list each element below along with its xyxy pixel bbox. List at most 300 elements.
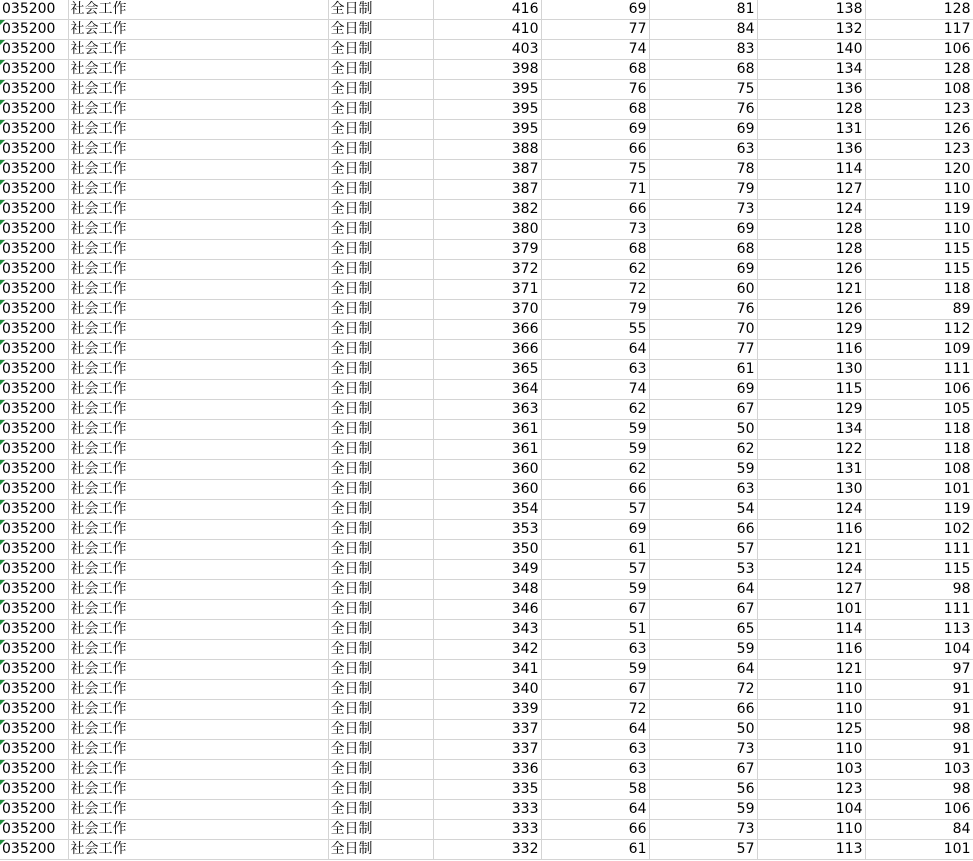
study-mode-cell[interactable]: 全日制 — [328, 660, 433, 680]
subject-1-score-cell[interactable]: 110 — [757, 820, 865, 840]
subject-1-score-cell[interactable]: 128 — [757, 240, 865, 260]
major-name-cell[interactable]: 社会工作 — [68, 280, 328, 300]
total-score-cell[interactable]: 360 — [433, 480, 541, 500]
total-score-cell[interactable]: 395 — [433, 80, 541, 100]
politics-score-cell[interactable]: 51 — [541, 620, 649, 640]
politics-score-cell[interactable]: 66 — [541, 480, 649, 500]
subject-1-score-cell[interactable]: 110 — [757, 700, 865, 720]
major-name-cell[interactable]: 社会工作 — [68, 540, 328, 560]
total-score-cell[interactable]: 403 — [433, 40, 541, 60]
subject-2-score-cell[interactable]: 128 — [865, 60, 973, 80]
subject-1-score-cell[interactable]: 116 — [757, 340, 865, 360]
major-name-cell[interactable]: 社会工作 — [68, 80, 328, 100]
politics-score-cell[interactable]: 69 — [541, 0, 649, 20]
english-score-cell[interactable]: 64 — [649, 580, 757, 600]
english-score-cell[interactable]: 63 — [649, 140, 757, 160]
politics-score-cell[interactable]: 55 — [541, 320, 649, 340]
english-score-cell[interactable]: 66 — [649, 700, 757, 720]
politics-score-cell[interactable]: 58 — [541, 780, 649, 800]
total-score-cell[interactable]: 336 — [433, 760, 541, 780]
politics-score-cell[interactable]: 68 — [541, 60, 649, 80]
english-score-cell[interactable]: 59 — [649, 640, 757, 660]
major-code-cell[interactable] — [0, 240, 68, 260]
english-score-cell[interactable]: 73 — [649, 820, 757, 840]
english-score-cell[interactable]: 62 — [649, 440, 757, 460]
total-score-cell[interactable]: 395 — [433, 100, 541, 120]
major-code-cell[interactable] — [0, 480, 68, 500]
total-score-cell[interactable]: 346 — [433, 600, 541, 620]
subject-1-score-cell[interactable]: 121 — [757, 660, 865, 680]
major-code-cell[interactable] — [0, 60, 68, 80]
major-name-cell[interactable]: 社会工作 — [68, 100, 328, 120]
study-mode-cell[interactable]: 全日制 — [328, 680, 433, 700]
study-mode-cell[interactable]: 全日制 — [328, 780, 433, 800]
english-score-cell[interactable]: 83 — [649, 40, 757, 60]
english-score-cell[interactable]: 61 — [649, 360, 757, 380]
politics-score-cell[interactable]: 63 — [541, 740, 649, 760]
total-score-cell[interactable]: 354 — [433, 500, 541, 520]
total-score-cell[interactable]: 348 — [433, 580, 541, 600]
english-score-cell[interactable]: 77 — [649, 340, 757, 360]
major-name-cell[interactable]: 社会工作 — [68, 60, 328, 80]
total-score-cell[interactable]: 361 — [433, 440, 541, 460]
total-score-cell[interactable]: 410 — [433, 20, 541, 40]
subject-2-score-cell[interactable]: 84 — [865, 820, 973, 840]
subject-2-score-cell[interactable]: 104 — [865, 640, 973, 660]
major-name-cell[interactable]: 社会工作 — [68, 240, 328, 260]
major-code-cell[interactable] — [0, 760, 68, 780]
politics-score-cell[interactable]: 67 — [541, 680, 649, 700]
major-name-cell[interactable]: 社会工作 — [68, 680, 328, 700]
english-score-cell[interactable]: 76 — [649, 100, 757, 120]
subject-2-score-cell[interactable]: 98 — [865, 580, 973, 600]
politics-score-cell[interactable]: 72 — [541, 700, 649, 720]
major-code-cell[interactable] — [0, 780, 68, 800]
major-code-cell[interactable] — [0, 180, 68, 200]
politics-score-cell[interactable]: 62 — [541, 460, 649, 480]
study-mode-cell[interactable]: 全日制 — [328, 540, 433, 560]
major-code-cell[interactable] — [0, 820, 68, 840]
english-score-cell[interactable]: 69 — [649, 220, 757, 240]
major-code-cell[interactable] — [0, 500, 68, 520]
major-code-cell[interactable] — [0, 300, 68, 320]
total-score-cell[interactable]: 387 — [433, 180, 541, 200]
total-score-cell[interactable]: 342 — [433, 640, 541, 660]
english-score-cell[interactable]: 50 — [649, 720, 757, 740]
subject-2-score-cell[interactable]: 118 — [865, 420, 973, 440]
politics-score-cell[interactable]: 63 — [541, 640, 649, 660]
study-mode-cell[interactable]: 全日制 — [328, 360, 433, 380]
total-score-cell[interactable]: 379 — [433, 240, 541, 260]
major-name-cell[interactable]: 社会工作 — [68, 520, 328, 540]
politics-score-cell[interactable]: 69 — [541, 520, 649, 540]
politics-score-cell[interactable]: 68 — [541, 240, 649, 260]
major-name-cell[interactable]: 社会工作 — [68, 20, 328, 40]
subject-2-score-cell[interactable]: 103 — [865, 760, 973, 780]
english-score-cell[interactable]: 75 — [649, 80, 757, 100]
politics-score-cell[interactable]: 75 — [541, 160, 649, 180]
major-name-cell[interactable]: 社会工作 — [68, 820, 328, 840]
subject-1-score-cell[interactable]: 128 — [757, 220, 865, 240]
major-code-cell[interactable] — [0, 380, 68, 400]
subject-2-score-cell[interactable]: 108 — [865, 80, 973, 100]
subject-1-score-cell[interactable]: 122 — [757, 440, 865, 460]
politics-score-cell[interactable]: 59 — [541, 420, 649, 440]
major-name-cell[interactable]: 社会工作 — [68, 480, 328, 500]
english-score-cell[interactable]: 68 — [649, 240, 757, 260]
subject-2-score-cell[interactable]: 119 — [865, 200, 973, 220]
subject-1-score-cell[interactable]: 130 — [757, 360, 865, 380]
politics-score-cell[interactable]: 57 — [541, 500, 649, 520]
total-score-cell[interactable]: 370 — [433, 300, 541, 320]
study-mode-cell[interactable]: 全日制 — [328, 600, 433, 620]
subject-2-score-cell[interactable]: 120 — [865, 160, 973, 180]
major-name-cell[interactable]: 社会工作 — [68, 840, 328, 860]
study-mode-cell[interactable]: 全日制 — [328, 300, 433, 320]
major-code-cell[interactable] — [0, 360, 68, 380]
subject-2-score-cell[interactable]: 118 — [865, 280, 973, 300]
subject-2-score-cell[interactable]: 113 — [865, 620, 973, 640]
total-score-cell[interactable]: 337 — [433, 740, 541, 760]
study-mode-cell[interactable]: 全日制 — [328, 160, 433, 180]
subject-1-score-cell[interactable]: 103 — [757, 760, 865, 780]
politics-score-cell[interactable]: 76 — [541, 80, 649, 100]
subject-1-score-cell[interactable]: 116 — [757, 520, 865, 540]
total-score-cell[interactable]: 333 — [433, 800, 541, 820]
study-mode-cell[interactable]: 全日制 — [328, 100, 433, 120]
major-name-cell[interactable]: 社会工作 — [68, 380, 328, 400]
politics-score-cell[interactable]: 79 — [541, 300, 649, 320]
study-mode-cell[interactable]: 全日制 — [328, 820, 433, 840]
major-name-cell[interactable]: 社会工作 — [68, 460, 328, 480]
study-mode-cell[interactable]: 全日制 — [328, 460, 433, 480]
major-name-cell[interactable]: 社会工作 — [68, 780, 328, 800]
subject-2-score-cell[interactable]: 101 — [865, 840, 973, 860]
subject-1-score-cell[interactable]: 124 — [757, 200, 865, 220]
subject-2-score-cell[interactable]: 106 — [865, 40, 973, 60]
subject-2-score-cell[interactable]: 98 — [865, 780, 973, 800]
politics-score-cell[interactable]: 67 — [541, 600, 649, 620]
subject-1-score-cell[interactable]: 140 — [757, 40, 865, 60]
subject-1-score-cell[interactable]: 123 — [757, 780, 865, 800]
english-score-cell[interactable]: 57 — [649, 540, 757, 560]
english-score-cell[interactable]: 63 — [649, 480, 757, 500]
subject-1-score-cell[interactable]: 121 — [757, 280, 865, 300]
major-name-cell[interactable]: 社会工作 — [68, 320, 328, 340]
major-code-cell[interactable] — [0, 540, 68, 560]
politics-score-cell[interactable]: 73 — [541, 220, 649, 240]
politics-score-cell[interactable]: 63 — [541, 360, 649, 380]
subject-1-score-cell[interactable]: 128 — [757, 100, 865, 120]
politics-score-cell[interactable]: 59 — [541, 580, 649, 600]
study-mode-cell[interactable]: 全日制 — [328, 740, 433, 760]
politics-score-cell[interactable]: 66 — [541, 200, 649, 220]
politics-score-cell[interactable]: 62 — [541, 400, 649, 420]
major-name-cell[interactable]: 社会工作 — [68, 260, 328, 280]
major-name-cell[interactable]: 社会工作 — [68, 440, 328, 460]
major-code-cell[interactable] — [0, 280, 68, 300]
total-score-cell[interactable]: 366 — [433, 340, 541, 360]
major-name-cell[interactable]: 社会工作 — [68, 220, 328, 240]
subject-2-score-cell[interactable]: 117 — [865, 20, 973, 40]
major-code-cell[interactable] — [0, 200, 68, 220]
subject-1-score-cell[interactable]: 125 — [757, 720, 865, 740]
subject-1-score-cell[interactable]: 127 — [757, 580, 865, 600]
subject-1-score-cell[interactable]: 127 — [757, 180, 865, 200]
major-code-cell[interactable] — [0, 620, 68, 640]
english-score-cell[interactable]: 67 — [649, 400, 757, 420]
subject-2-score-cell[interactable]: 109 — [865, 340, 973, 360]
subject-2-score-cell[interactable]: 123 — [865, 140, 973, 160]
study-mode-cell[interactable]: 全日制 — [328, 500, 433, 520]
english-score-cell[interactable]: 70 — [649, 320, 757, 340]
subject-1-score-cell[interactable]: 129 — [757, 400, 865, 420]
politics-score-cell[interactable]: 62 — [541, 260, 649, 280]
total-score-cell[interactable]: 335 — [433, 780, 541, 800]
study-mode-cell[interactable]: 全日制 — [328, 320, 433, 340]
total-score-cell[interactable]: 416 — [433, 0, 541, 20]
politics-score-cell[interactable]: 59 — [541, 660, 649, 680]
subject-2-score-cell[interactable]: 101 — [865, 480, 973, 500]
english-score-cell[interactable]: 54 — [649, 500, 757, 520]
study-mode-cell[interactable]: 全日制 — [328, 340, 433, 360]
study-mode-cell[interactable]: 全日制 — [328, 20, 433, 40]
major-name-cell[interactable]: 社会工作 — [68, 360, 328, 380]
subject-1-score-cell[interactable]: 131 — [757, 460, 865, 480]
subject-1-score-cell[interactable]: 138 — [757, 0, 865, 20]
major-code-cell[interactable] — [0, 80, 68, 100]
study-mode-cell[interactable]: 全日制 — [328, 80, 433, 100]
study-mode-cell[interactable]: 全日制 — [328, 700, 433, 720]
english-score-cell[interactable]: 57 — [649, 840, 757, 860]
study-mode-cell[interactable]: 全日制 — [328, 400, 433, 420]
english-score-cell[interactable]: 69 — [649, 120, 757, 140]
subject-1-score-cell[interactable]: 110 — [757, 740, 865, 760]
major-code-cell[interactable] — [0, 580, 68, 600]
english-score-cell[interactable]: 69 — [649, 260, 757, 280]
study-mode-cell[interactable]: 全日制 — [328, 440, 433, 460]
english-score-cell[interactable]: 60 — [649, 280, 757, 300]
total-score-cell[interactable]: 361 — [433, 420, 541, 440]
total-score-cell[interactable]: 360 — [433, 460, 541, 480]
english-score-cell[interactable]: 59 — [649, 800, 757, 820]
study-mode-cell[interactable]: 全日制 — [328, 260, 433, 280]
study-mode-cell[interactable]: 全日制 — [328, 380, 433, 400]
subject-2-score-cell[interactable]: 111 — [865, 600, 973, 620]
subject-2-score-cell[interactable]: 115 — [865, 260, 973, 280]
english-score-cell[interactable]: 69 — [649, 380, 757, 400]
total-score-cell[interactable]: 382 — [433, 200, 541, 220]
major-code-cell[interactable] — [0, 720, 68, 740]
major-name-cell[interactable]: 社会工作 — [68, 120, 328, 140]
subject-2-score-cell[interactable]: 108 — [865, 460, 973, 480]
english-score-cell[interactable]: 64 — [649, 660, 757, 680]
study-mode-cell[interactable]: 全日制 — [328, 220, 433, 240]
total-score-cell[interactable]: 350 — [433, 540, 541, 560]
subject-2-score-cell[interactable]: 112 — [865, 320, 973, 340]
study-mode-cell[interactable]: 全日制 — [328, 200, 433, 220]
english-score-cell[interactable]: 66 — [649, 520, 757, 540]
major-code-cell[interactable] — [0, 420, 68, 440]
study-mode-cell[interactable]: 全日制 — [328, 840, 433, 860]
subject-1-score-cell[interactable]: 115 — [757, 380, 865, 400]
subject-2-score-cell[interactable]: 123 — [865, 100, 973, 120]
major-code-cell[interactable] — [0, 100, 68, 120]
english-score-cell[interactable]: 65 — [649, 620, 757, 640]
subject-1-score-cell[interactable]: 110 — [757, 680, 865, 700]
total-score-cell[interactable]: 340 — [433, 680, 541, 700]
study-mode-cell[interactable]: 全日制 — [328, 720, 433, 740]
study-mode-cell[interactable]: 全日制 — [328, 40, 433, 60]
study-mode-cell[interactable]: 全日制 — [328, 800, 433, 820]
politics-score-cell[interactable]: 61 — [541, 540, 649, 560]
subject-2-score-cell[interactable]: 115 — [865, 560, 973, 580]
total-score-cell[interactable]: 332 — [433, 840, 541, 860]
subject-1-score-cell[interactable]: 134 — [757, 420, 865, 440]
subject-2-score-cell[interactable]: 91 — [865, 680, 973, 700]
subject-1-score-cell[interactable]: 130 — [757, 480, 865, 500]
subject-2-score-cell[interactable]: 111 — [865, 360, 973, 380]
english-score-cell[interactable]: 53 — [649, 560, 757, 580]
english-score-cell[interactable]: 73 — [649, 200, 757, 220]
major-code-cell[interactable] — [0, 260, 68, 280]
politics-score-cell[interactable]: 66 — [541, 820, 649, 840]
total-score-cell[interactable]: 341 — [433, 660, 541, 680]
major-code-cell[interactable] — [0, 560, 68, 580]
subject-1-score-cell[interactable]: 129 — [757, 320, 865, 340]
politics-score-cell[interactable]: 77 — [541, 20, 649, 40]
major-code-cell[interactable] — [0, 340, 68, 360]
major-name-cell[interactable]: 社会工作 — [68, 300, 328, 320]
subject-2-score-cell[interactable]: 91 — [865, 740, 973, 760]
politics-score-cell[interactable]: 64 — [541, 340, 649, 360]
politics-score-cell[interactable]: 69 — [541, 120, 649, 140]
total-score-cell[interactable]: 339 — [433, 700, 541, 720]
total-score-cell[interactable]: 388 — [433, 140, 541, 160]
total-score-cell[interactable]: 395 — [433, 120, 541, 140]
major-name-cell[interactable]: 社会工作 — [68, 500, 328, 520]
subject-2-score-cell[interactable]: 97 — [865, 660, 973, 680]
major-name-cell[interactable]: 社会工作 — [68, 340, 328, 360]
subject-2-score-cell[interactable]: 102 — [865, 520, 973, 540]
major-name-cell[interactable]: 社会工作 — [68, 720, 328, 740]
english-score-cell[interactable]: 72 — [649, 680, 757, 700]
subject-1-score-cell[interactable]: 136 — [757, 80, 865, 100]
subject-1-score-cell[interactable]: 134 — [757, 60, 865, 80]
study-mode-cell[interactable]: 全日制 — [328, 180, 433, 200]
english-score-cell[interactable]: 79 — [649, 180, 757, 200]
major-name-cell[interactable]: 社会工作 — [68, 620, 328, 640]
study-mode-cell[interactable]: 全日制 — [328, 640, 433, 660]
subject-1-score-cell[interactable]: 114 — [757, 160, 865, 180]
total-score-cell[interactable]: 343 — [433, 620, 541, 640]
subject-2-score-cell[interactable]: 128 — [865, 0, 973, 20]
major-name-cell[interactable]: 社会工作 — [68, 760, 328, 780]
subject-2-score-cell[interactable]: 126 — [865, 120, 973, 140]
english-score-cell[interactable]: 59 — [649, 460, 757, 480]
politics-score-cell[interactable]: 63 — [541, 760, 649, 780]
politics-score-cell[interactable]: 66 — [541, 140, 649, 160]
subject-2-score-cell[interactable]: 110 — [865, 220, 973, 240]
subject-1-score-cell[interactable]: 114 — [757, 620, 865, 640]
major-name-cell[interactable]: 社会工作 — [68, 600, 328, 620]
politics-score-cell[interactable]: 61 — [541, 840, 649, 860]
major-code-cell[interactable] — [0, 400, 68, 420]
total-score-cell[interactable]: 364 — [433, 380, 541, 400]
subject-2-score-cell[interactable]: 106 — [865, 800, 973, 820]
major-code-cell[interactable] — [0, 660, 68, 680]
subject-1-score-cell[interactable]: 126 — [757, 300, 865, 320]
major-code-cell[interactable] — [0, 440, 68, 460]
major-name-cell[interactable]: 社会工作 — [68, 420, 328, 440]
subject-1-score-cell[interactable]: 124 — [757, 500, 865, 520]
major-name-cell[interactable]: 社会工作 — [68, 800, 328, 820]
study-mode-cell[interactable]: 全日制 — [328, 60, 433, 80]
total-score-cell[interactable]: 365 — [433, 360, 541, 380]
english-score-cell[interactable]: 68 — [649, 60, 757, 80]
english-score-cell[interactable]: 84 — [649, 20, 757, 40]
total-score-cell[interactable]: 366 — [433, 320, 541, 340]
study-mode-cell[interactable]: 全日制 — [328, 280, 433, 300]
politics-score-cell[interactable]: 64 — [541, 800, 649, 820]
total-score-cell[interactable]: 371 — [433, 280, 541, 300]
subject-1-score-cell[interactable]: 113 — [757, 840, 865, 860]
subject-1-score-cell[interactable]: 131 — [757, 120, 865, 140]
major-code-cell[interactable] — [0, 680, 68, 700]
politics-score-cell[interactable]: 59 — [541, 440, 649, 460]
total-score-cell[interactable]: 372 — [433, 260, 541, 280]
total-score-cell[interactable]: 363 — [433, 400, 541, 420]
study-mode-cell[interactable]: 全日制 — [328, 520, 433, 540]
subject-2-score-cell[interactable]: 115 — [865, 240, 973, 260]
major-code-cell[interactable] — [0, 40, 68, 60]
major-code-cell[interactable] — [0, 700, 68, 720]
politics-score-cell[interactable]: 74 — [541, 40, 649, 60]
subject-1-score-cell[interactable]: 121 — [757, 540, 865, 560]
english-score-cell[interactable]: 78 — [649, 160, 757, 180]
major-code-cell[interactable] — [0, 120, 68, 140]
subject-2-score-cell[interactable]: 89 — [865, 300, 973, 320]
subject-1-score-cell[interactable]: 124 — [757, 560, 865, 580]
english-score-cell[interactable]: 67 — [649, 600, 757, 620]
english-score-cell[interactable]: 76 — [649, 300, 757, 320]
major-name-cell[interactable]: 社会工作 — [68, 560, 328, 580]
major-code-cell[interactable] — [0, 520, 68, 540]
english-score-cell[interactable]: 73 — [649, 740, 757, 760]
major-name-cell[interactable]: 社会工作 — [68, 660, 328, 680]
study-mode-cell[interactable]: 全日制 — [328, 120, 433, 140]
major-code-cell[interactable] — [0, 600, 68, 620]
major-name-cell[interactable]: 社会工作 — [68, 640, 328, 660]
major-code-cell[interactable] — [0, 640, 68, 660]
major-code-cell[interactable] — [0, 160, 68, 180]
study-mode-cell[interactable]: 全日制 — [328, 420, 433, 440]
major-name-cell[interactable]: 社会工作 — [68, 400, 328, 420]
major-code-cell[interactable] — [0, 840, 68, 860]
total-score-cell[interactable]: 333 — [433, 820, 541, 840]
subject-1-score-cell[interactable]: 116 — [757, 640, 865, 660]
subject-1-score-cell[interactable]: 104 — [757, 800, 865, 820]
major-name-cell[interactable]: 社会工作 — [68, 40, 328, 60]
subject-2-score-cell[interactable]: 105 — [865, 400, 973, 420]
major-code-cell[interactable] — [0, 740, 68, 760]
major-code-cell[interactable] — [0, 0, 68, 20]
subject-2-score-cell[interactable]: 98 — [865, 720, 973, 740]
total-score-cell[interactable]: 353 — [433, 520, 541, 540]
major-name-cell[interactable]: 社会工作 — [68, 0, 328, 20]
politics-score-cell[interactable]: 68 — [541, 100, 649, 120]
study-mode-cell[interactable]: 全日制 — [328, 0, 433, 20]
